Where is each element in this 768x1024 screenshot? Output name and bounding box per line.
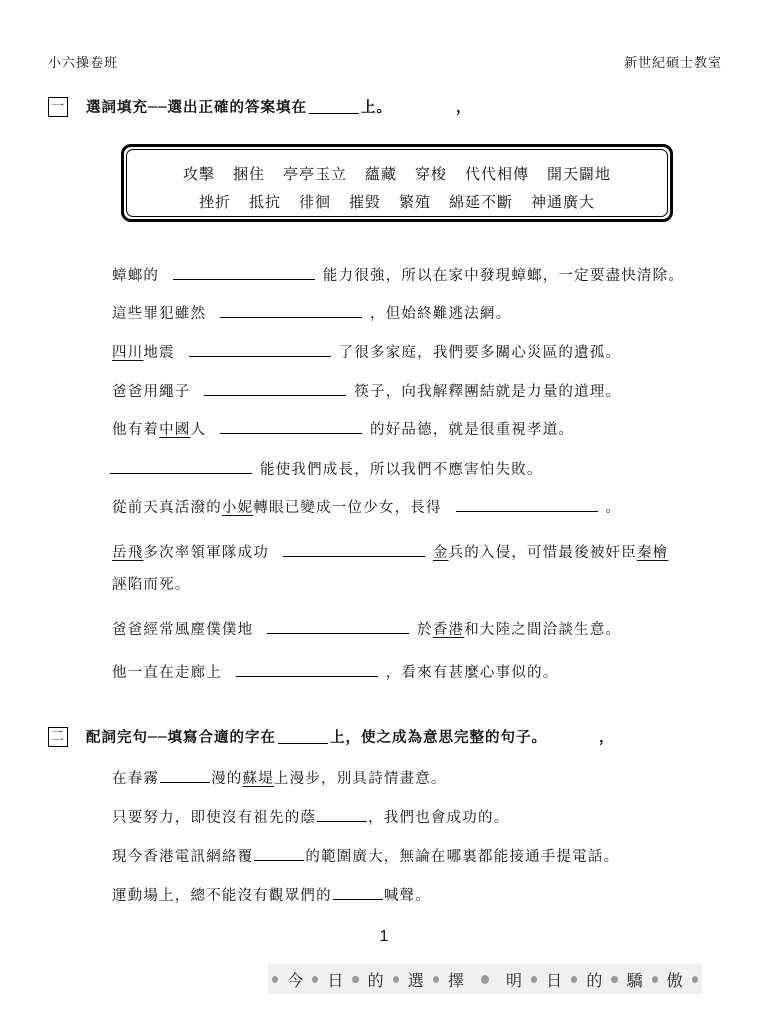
question-2	[112, 302, 511, 323]
school-name: 新世紀碩士教室	[623, 56, 722, 71]
question-text: 能使我們成長，所以我們不應害怕失敗。	[260, 462, 543, 478]
question-text: 於	[417, 622, 433, 638]
question-7	[112, 496, 621, 517]
answer-blank[interactable]	[204, 380, 346, 396]
question-text: 的好品德，就是很重視孝道。	[370, 422, 575, 438]
s2-question-4	[112, 884, 431, 905]
proper-noun: 金	[432, 545, 449, 561]
section-2-heading	[48, 726, 614, 747]
question-5	[112, 418, 574, 439]
word-option: 穿梭	[415, 165, 448, 183]
question-text: 運動場上，總不能沒有觀眾們的	[112, 888, 332, 904]
stray-comma: ，	[598, 729, 615, 746]
motto-char: 的	[586, 970, 603, 990]
question-9	[112, 618, 621, 639]
answer-blank[interactable]	[110, 458, 252, 474]
question-text: 現今香港電訊網絡覆	[112, 849, 254, 865]
motto-char: 擇	[448, 970, 465, 990]
answer-blank[interactable]	[333, 884, 383, 900]
word-option: 亭亭玉立	[282, 165, 347, 183]
answer-blank[interactable]	[173, 264, 315, 280]
motto-char: 明	[505, 970, 522, 990]
word-option: 蘊藏	[364, 165, 397, 183]
bullet-dot	[393, 976, 399, 983]
section-1-title-end: 上。	[360, 99, 392, 116]
question-8	[112, 541, 668, 562]
question-8-cont	[112, 573, 191, 594]
word-option: 綿延不斷	[449, 193, 514, 211]
answer-blank[interactable]	[254, 845, 304, 861]
motto-char: 日	[327, 970, 344, 990]
proper-noun: 四川	[112, 345, 144, 361]
question-text: 了很多家庭，我們要多關心災區的遺孤。	[338, 345, 622, 361]
page-number: 1	[379, 928, 389, 945]
question-text: 漫的	[211, 771, 243, 787]
question-text: 只要努力，即使沒有祖先的蔭	[112, 810, 317, 826]
question-text: 兵的入侵，可惜最後被奸臣	[448, 545, 637, 561]
proper-noun: 小妮	[221, 500, 254, 516]
bullet-dot	[312, 976, 318, 983]
answer-blank[interactable]	[220, 302, 362, 318]
motto-char: 選	[407, 970, 424, 990]
word-option: 開天闢地	[547, 165, 612, 183]
question-text: 的範圍廣大，無論在哪裏都能接通手提電話。	[305, 849, 620, 865]
bullet-dot	[692, 976, 698, 983]
question-text: 他有着	[112, 422, 160, 438]
question-6	[110, 458, 543, 479]
word-option: 抵抗	[248, 193, 281, 211]
answer-blank[interactable]	[283, 541, 425, 557]
word-option: 挫折	[198, 193, 231, 211]
question-3	[112, 341, 621, 362]
question-text: 從前天真活潑的	[112, 500, 222, 516]
bullet-dot	[481, 975, 489, 984]
section-1-number: 一	[48, 97, 68, 117]
answer-blank[interactable]	[267, 618, 409, 634]
s2-question-3	[112, 845, 619, 866]
question-1	[112, 264, 684, 285]
answer-blank[interactable]	[220, 418, 362, 434]
question-text: 誣陷而死。	[112, 577, 191, 593]
word-bank-row-1	[124, 163, 670, 184]
bullet-dot	[352, 976, 358, 983]
section-2-title-end: 上，使之成為意思完整的句子。	[329, 729, 547, 746]
question-text: 這些罪犯雖然	[112, 306, 207, 322]
question-text: 轉眼已變成一位少女，長得	[253, 500, 442, 516]
question-text: 。	[605, 500, 622, 516]
question-text: 他一直在走廊上	[112, 665, 222, 681]
motto-char: 傲	[666, 970, 683, 990]
answer-blank[interactable]	[160, 767, 210, 783]
question-text: 爸爸用繩子	[112, 384, 191, 400]
motto-char: 的	[367, 970, 384, 990]
word-option: 繁殖	[399, 193, 432, 211]
answer-blank[interactable]	[456, 496, 598, 512]
bullet-dot	[652, 976, 658, 983]
stray-comma: ，	[455, 99, 472, 116]
motto-char: 驕	[626, 970, 643, 990]
question-text: 和大陸之間洽談生意。	[464, 622, 622, 638]
word-bank-row-2	[124, 191, 670, 212]
question-text: 多次率領軍隊成功	[143, 545, 270, 561]
word-bank	[121, 144, 673, 222]
bullet-dot	[272, 976, 278, 983]
question-text: ，但始終難逃法網。	[370, 306, 512, 322]
proper-noun: 蘇堤	[242, 771, 274, 787]
question-text: ，看來有甚麼心事似的。	[385, 665, 559, 681]
bullet-dot	[571, 976, 577, 983]
title-blank	[278, 729, 328, 744]
bullet-dot	[433, 976, 439, 983]
question-text: 筷子，向我解釋團結就是力量的道理。	[354, 384, 622, 400]
question-text: 能力很強，所以在家中發現蟑螂，一定要盡快清除。	[322, 268, 685, 284]
answer-blank[interactable]	[236, 661, 378, 677]
question-4	[112, 380, 621, 401]
proper-noun: 秦檜	[636, 545, 669, 561]
question-text: 地震	[143, 345, 175, 361]
title-blank	[309, 99, 359, 114]
section-2-number: 二	[48, 727, 68, 747]
word-option: 徘徊	[298, 193, 331, 211]
section-1-title: 選詞填充──選出正確的答案填在	[86, 99, 307, 116]
word-option: 神通廣大	[531, 193, 596, 211]
footer-motto	[268, 964, 702, 994]
class-name: 小六操卷班	[48, 56, 119, 71]
word-option: 摧毀	[348, 193, 381, 211]
question-text: 在春霧	[112, 771, 160, 787]
s2-question-2	[112, 806, 509, 827]
question-text: 喊聲。	[383, 888, 431, 904]
section-1-heading	[48, 96, 471, 117]
question-text: 上漫步，別具詩情畫意。	[273, 771, 447, 787]
motto-char: 今	[287, 970, 304, 990]
answer-blank[interactable]	[189, 341, 331, 357]
section-2-title: 配詞完句──填寫合適的字在	[86, 729, 276, 746]
s2-question-1	[112, 767, 447, 788]
answer-blank[interactable]	[317, 806, 367, 822]
question-text: 人	[190, 422, 207, 438]
word-option: 捆住	[232, 165, 265, 183]
bullet-dot	[611, 976, 617, 983]
proper-noun: 中國	[159, 422, 191, 438]
question-text: 蟑螂的	[112, 268, 160, 284]
word-option: 代代相傳	[465, 165, 530, 183]
motto-char: 日	[546, 970, 563, 990]
proper-noun: 岳飛	[112, 545, 144, 561]
bullet-dot	[531, 976, 537, 983]
proper-noun: 香港	[432, 622, 465, 638]
question-10	[112, 661, 558, 682]
question-text: 爸爸經常風塵僕僕地	[112, 622, 254, 638]
word-option: 攻擊	[182, 165, 215, 183]
question-text: ，我們也會成功的。	[368, 810, 510, 826]
